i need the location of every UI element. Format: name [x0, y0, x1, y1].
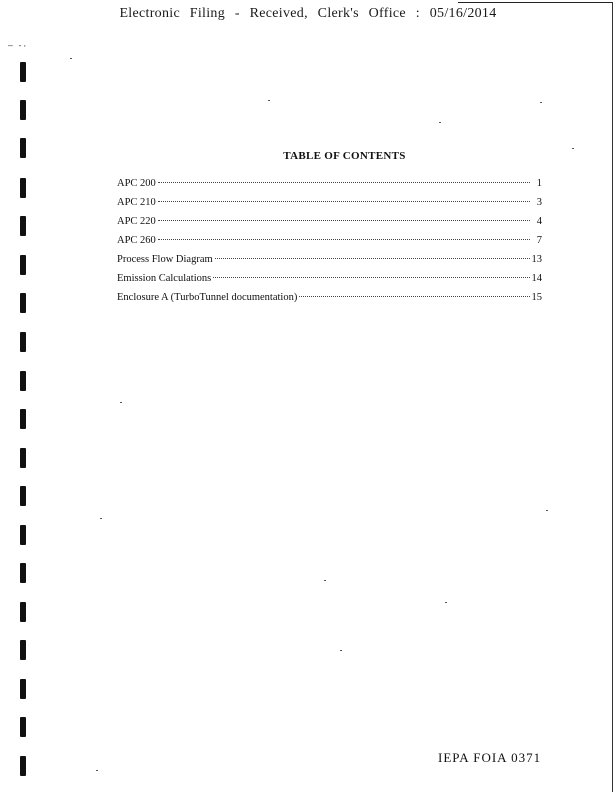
toc-entry-page: 3 — [536, 197, 542, 208]
toc-entry-enclosure-a — [117, 288, 542, 307]
binder-hole — [20, 448, 26, 468]
scan-speck — [120, 402, 122, 403]
scan-speck — [572, 148, 574, 149]
toc-entry-page: 1 — [536, 178, 542, 189]
toc-entry-label: Process Flow Diagram — [117, 254, 213, 265]
dot-leader — [215, 258, 530, 259]
toc-entry-label: Emission Calculations — [117, 273, 212, 284]
toc-entry-page: 7 — [536, 235, 542, 246]
scan-speck — [268, 100, 270, 101]
toc-list — [117, 174, 542, 307]
table-of-contents — [117, 150, 542, 307]
binder-hole — [20, 717, 26, 737]
scan-speck — [100, 518, 102, 519]
toc-entry-apc-210 — [117, 193, 542, 212]
dot-leader — [158, 182, 530, 183]
toc-entry-page: 15 — [531, 292, 542, 303]
dot-leader — [158, 220, 530, 221]
scan-speck — [546, 510, 548, 511]
binder-hole — [20, 525, 26, 545]
binder-hole-strip — [0, 0, 40, 800]
toc-entry-label: APC 200 — [117, 178, 156, 189]
dot-leader — [158, 201, 530, 202]
binder-hole — [20, 216, 26, 236]
toc-entry-apc-260 — [117, 231, 542, 250]
toc-entry-apc-200 — [117, 174, 542, 193]
dot-leader — [158, 239, 530, 240]
toc-entry-label: APC 210 — [117, 197, 156, 208]
toc-entry-page: 14 — [531, 273, 542, 284]
binder-hole — [20, 332, 26, 352]
binder-hole — [20, 756, 26, 776]
binder-hole — [20, 293, 26, 313]
scan-speck — [96, 770, 98, 771]
binder-hole — [20, 62, 26, 82]
binder-hole — [20, 409, 26, 429]
right-border-line — [612, 2, 613, 792]
toc-entry-label: APC 220 — [117, 216, 156, 227]
document-id-stamp: IEPA FOIA 0371 — [438, 750, 542, 765]
binder-hole — [20, 679, 26, 699]
toc-title: TABLE OF CONTENTS — [283, 150, 406, 162]
binder-hole — [20, 178, 26, 198]
scan-speck — [340, 650, 342, 651]
toc-entry-label: Enclosure A (TurboTunnel documentation) — [117, 292, 298, 303]
toc-entry-emission-calculations — [117, 269, 542, 288]
scan-speck — [540, 102, 542, 103]
binder-hole — [20, 255, 26, 275]
binder-hole — [20, 563, 26, 583]
top-border-line — [458, 2, 613, 3]
filing-stamp: Electronic Filing - Received, Clerk's Office : 05/16/2014 — [119, 6, 497, 21]
binder-hole — [20, 640, 26, 660]
dot-leader — [299, 296, 529, 297]
toc-entry-process-flow-diagram — [117, 250, 542, 269]
dot-leader — [213, 277, 529, 278]
binder-hole — [20, 602, 26, 622]
toc-entry-page: 4 — [536, 216, 542, 227]
binder-hole — [20, 138, 26, 158]
toc-entry-label: APC 260 — [117, 235, 156, 246]
scan-speck — [445, 602, 447, 603]
scan-speck — [70, 58, 72, 59]
scan-artifact-dashes: — -· — [8, 42, 28, 51]
binder-hole — [20, 486, 26, 506]
scan-speck — [324, 580, 326, 581]
scan-speck — [439, 122, 441, 123]
toc-entry-apc-220 — [117, 212, 542, 231]
binder-hole — [20, 371, 26, 391]
binder-hole — [20, 100, 26, 120]
toc-entry-page: 13 — [531, 254, 542, 265]
